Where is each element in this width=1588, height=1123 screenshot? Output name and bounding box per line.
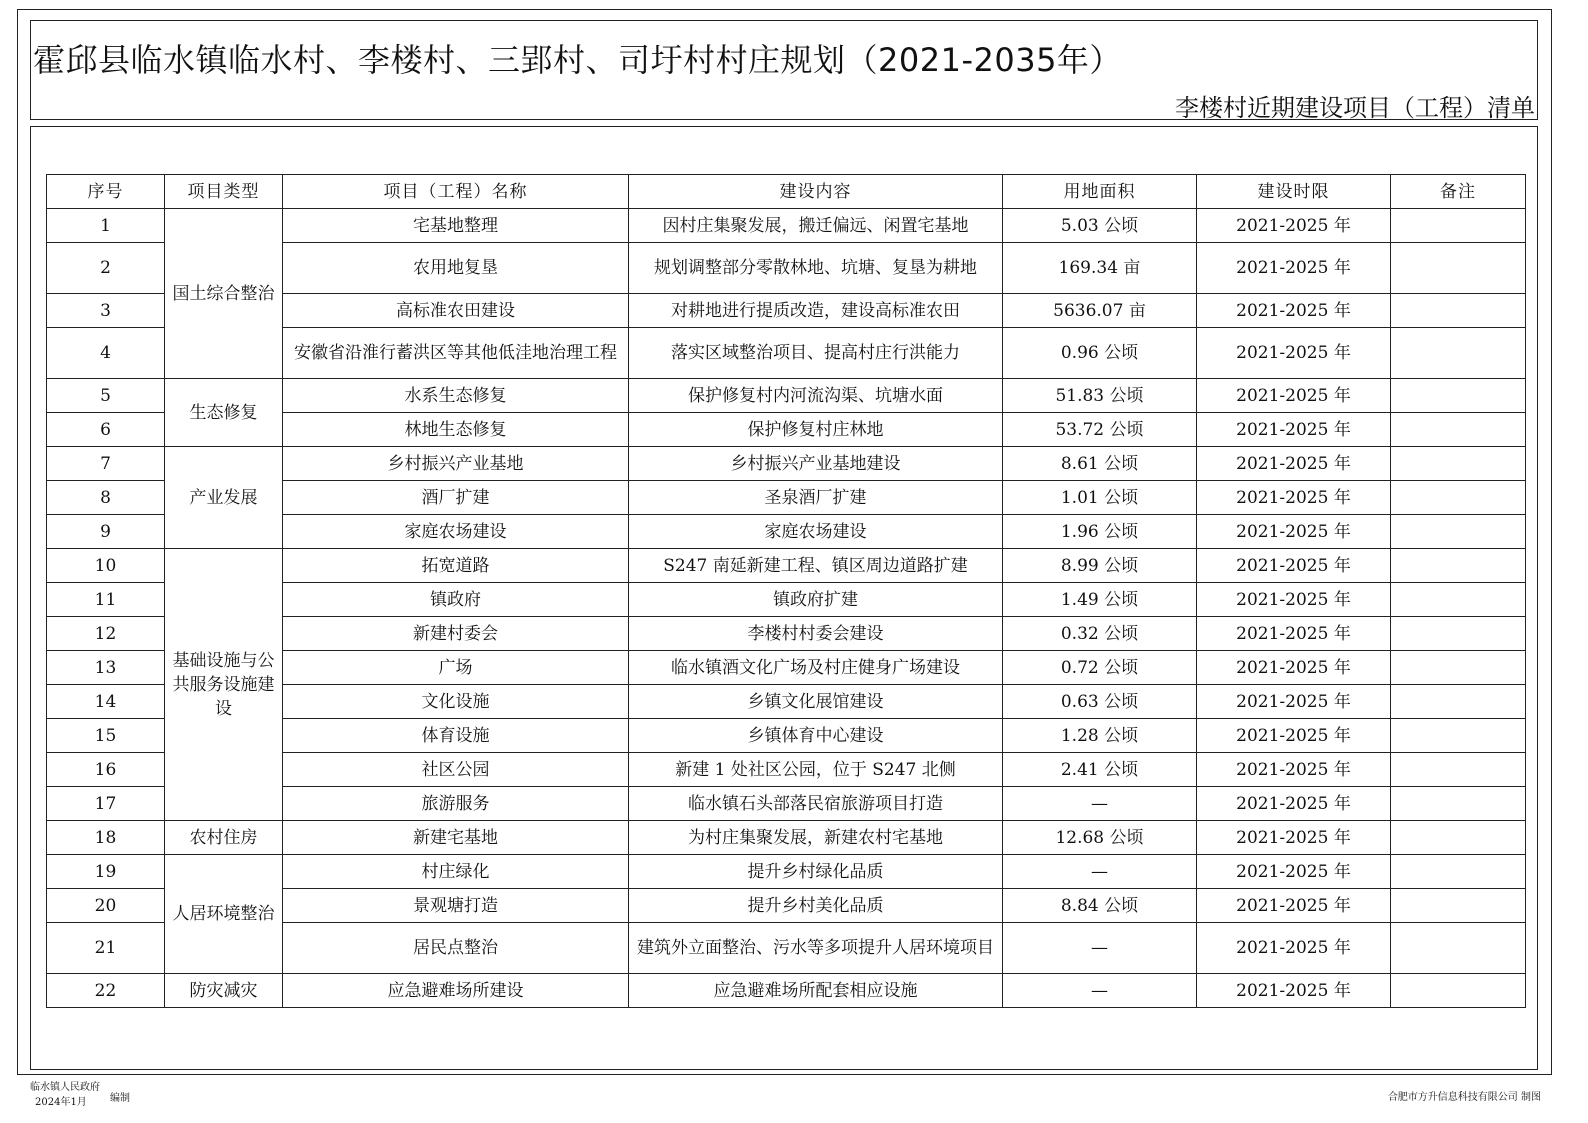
cell-name: 镇政府 [283,583,629,617]
cell-content: 家庭农场建设 [629,515,1003,549]
cell-name: 高标准农田建设 [283,294,629,328]
cell-area: 0.96 公顷 [1003,328,1197,379]
cell-note [1391,549,1526,583]
cell-content: 乡村振兴产业基地建设 [629,447,1003,481]
header-content: 建设内容 [629,175,1003,209]
table-row [47,209,1526,243]
header-area: 用地面积 [1003,175,1197,209]
cell-note [1391,753,1526,787]
table-row [47,549,1526,583]
cell-area: — [1003,787,1197,821]
cell-area: 1.28 公顷 [1003,719,1197,753]
cell-name: 乡村振兴产业基地 [283,447,629,481]
cell-period: 2021-2025 年 [1197,821,1391,855]
cell-period: 2021-2025 年 [1197,855,1391,889]
cell-content: 提升乡村绿化品质 [629,855,1003,889]
cell-content: 落实区域整治项目、提高村庄行洪能力 [629,328,1003,379]
cell-note [1391,379,1526,413]
cell-content: 镇政府扩建 [629,583,1003,617]
cell-type: 防灾减灾 [165,974,283,1008]
cell-content: 李楼村村委会建设 [629,617,1003,651]
cell-content: 乡镇体育中心建设 [629,719,1003,753]
cell-period: 2021-2025 年 [1197,617,1391,651]
cell-period: 2021-2025 年 [1197,787,1391,821]
cell-period: 2021-2025 年 [1197,481,1391,515]
cell-content: 为村庄集聚发展，新建农村宅基地 [629,821,1003,855]
cell-area: 8.84 公顷 [1003,889,1197,923]
cell-no: 17 [47,787,165,821]
cell-note [1391,617,1526,651]
cell-no: 18 [47,821,165,855]
cell-no: 13 [47,651,165,685]
cell-no: 12 [47,617,165,651]
cell-note [1391,294,1526,328]
cell-period: 2021-2025 年 [1197,923,1391,974]
cell-type: 产业发展 [165,447,283,549]
cell-no: 6 [47,413,165,447]
cell-area: 2.41 公顷 [1003,753,1197,787]
footer-date: 2024年1月 [35,1097,87,1108]
cell-no: 14 [47,685,165,719]
cell-type: 人居环境整治 [165,855,283,974]
cell-note [1391,447,1526,481]
cell-period: 2021-2025 年 [1197,413,1391,447]
cell-name: 新建村委会 [283,617,629,651]
cell-no: 16 [47,753,165,787]
cell-name: 农用地复垦 [283,243,629,294]
cell-area: — [1003,923,1197,974]
cell-name: 应急避难场所建设 [283,974,629,1008]
cell-name: 家庭农场建设 [283,515,629,549]
cell-area: 1.49 公顷 [1003,583,1197,617]
cell-name: 酒厂扩建 [283,481,629,515]
cell-name: 社区公园 [283,753,629,787]
cell-content: 新建 1 处社区公园，位于 S247 北侧 [629,753,1003,787]
cell-content: 圣泉酒厂扩建 [629,481,1003,515]
page-subtitle: 李楼村近期建设项目（工程）清单 [1175,94,1535,122]
cell-period: 2021-2025 年 [1197,243,1391,294]
cell-type: 生态修复 [165,379,283,447]
cell-note [1391,209,1526,243]
cell-period: 2021-2025 年 [1197,651,1391,685]
cell-area: 51.83 公顷 [1003,379,1197,413]
cell-period: 2021-2025 年 [1197,974,1391,1008]
cell-area: 0.72 公顷 [1003,651,1197,685]
cell-name: 村庄绿化 [283,855,629,889]
cell-no: 21 [47,923,165,974]
footer-made-label: 编制 [110,1093,130,1104]
cell-type: 农村住房 [165,821,283,855]
header-period: 建设时限 [1197,175,1391,209]
cell-type: 国土综合整治 [165,209,283,379]
cell-no: 4 [47,328,165,379]
cell-note [1391,515,1526,549]
cell-content: 因村庄集聚发展，搬迁偏远、闲置宅基地 [629,209,1003,243]
cell-area: — [1003,974,1197,1008]
table-row [47,821,1526,855]
cell-note [1391,787,1526,821]
cell-content: 乡镇文化展馆建设 [629,685,1003,719]
cell-area: — [1003,855,1197,889]
cell-note [1391,821,1526,855]
cell-note [1391,413,1526,447]
title-block [30,20,1538,120]
cell-no: 7 [47,447,165,481]
cell-note [1391,243,1526,294]
cell-name: 拓宽道路 [283,549,629,583]
cell-period: 2021-2025 年 [1197,379,1391,413]
cell-note [1391,481,1526,515]
cell-content: 规划调整部分零散林地、坑塘、复垦为耕地 [629,243,1003,294]
cell-area: 0.32 公顷 [1003,617,1197,651]
cell-name: 新建宅基地 [283,821,629,855]
cell-period: 2021-2025 年 [1197,549,1391,583]
table-row [47,379,1526,413]
project-table [46,174,1526,1008]
cell-note [1391,651,1526,685]
cell-note [1391,719,1526,753]
cell-note [1391,889,1526,923]
cell-note [1391,328,1526,379]
cell-area: 5636.07 亩 [1003,294,1197,328]
cell-no: 20 [47,889,165,923]
header-type: 项目类型 [165,175,283,209]
cell-type: 基础设施与公共服务设施建设 [165,549,283,821]
page-title: 霍邱县临水镇临水村、李楼村、三郢村、司圩村村庄规划（2021-2035年） [33,41,1122,79]
cell-period: 2021-2025 年 [1197,209,1391,243]
cell-area: 12.68 公顷 [1003,821,1197,855]
cell-note [1391,685,1526,719]
cell-content: 临水镇酒文化广场及村庄健身广场建设 [629,651,1003,685]
cell-no: 1 [47,209,165,243]
cell-content: 建筑外立面整治、污水等多项提升人居环境项目 [629,923,1003,974]
cell-area: 0.63 公顷 [1003,685,1197,719]
cell-name: 林地生态修复 [283,413,629,447]
cell-name: 景观塘打造 [283,889,629,923]
cell-content: 提升乡村美化品质 [629,889,1003,923]
cell-area: 169.34 亩 [1003,243,1197,294]
cell-content: S247 南延新建工程、镇区周边道路扩建 [629,549,1003,583]
cell-no: 9 [47,515,165,549]
cell-no: 22 [47,974,165,1008]
cell-no: 8 [47,481,165,515]
cell-name: 居民点整治 [283,923,629,974]
cell-area: 1.01 公顷 [1003,481,1197,515]
cell-note [1391,583,1526,617]
cell-area: 8.99 公顷 [1003,549,1197,583]
cell-content: 保护修复村内河流沟渠、坑塘水面 [629,379,1003,413]
cell-no: 15 [47,719,165,753]
cell-note [1391,855,1526,889]
cell-no: 19 [47,855,165,889]
cell-area: 1.96 公顷 [1003,515,1197,549]
cell-period: 2021-2025 年 [1197,753,1391,787]
cell-note [1391,974,1526,1008]
cell-no: 10 [47,549,165,583]
table-row [47,855,1526,889]
cell-no: 11 [47,583,165,617]
cell-name: 水系生态修复 [283,379,629,413]
table-row [47,447,1526,481]
footer-issuer [30,1080,100,1110]
table-header-row [47,175,1526,209]
header-name: 项目（工程）名称 [283,175,629,209]
cell-name: 旅游服务 [283,787,629,821]
cell-period: 2021-2025 年 [1197,685,1391,719]
cell-area: 5.03 公顷 [1003,209,1197,243]
footer-company: 合肥市方升信息科技有限公司 制图 [1387,1092,1541,1103]
cell-no: 3 [47,294,165,328]
cell-no: 5 [47,379,165,413]
footer-org: 临水镇人民政府 [30,1082,100,1093]
cell-no: 2 [47,243,165,294]
cell-name: 广场 [283,651,629,685]
cell-area: 8.61 公顷 [1003,447,1197,481]
cell-content: 临水镇石头部落民宿旅游项目打造 [629,787,1003,821]
cell-note [1391,923,1526,974]
header-no: 序号 [47,175,165,209]
cell-name: 体育设施 [283,719,629,753]
cell-content: 应急避难场所配套相应设施 [629,974,1003,1008]
header-note: 备注 [1391,175,1526,209]
cell-name: 宅基地整理 [283,209,629,243]
cell-period: 2021-2025 年 [1197,583,1391,617]
cell-content: 对耕地进行提质改造，建设高标准农田 [629,294,1003,328]
cell-period: 2021-2025 年 [1197,328,1391,379]
table-row [47,974,1526,1008]
cell-area: 53.72 公顷 [1003,413,1197,447]
cell-period: 2021-2025 年 [1197,447,1391,481]
cell-name: 文化设施 [283,685,629,719]
cell-period: 2021-2025 年 [1197,719,1391,753]
cell-content: 保护修复村庄林地 [629,413,1003,447]
cell-period: 2021-2025 年 [1197,889,1391,923]
cell-period: 2021-2025 年 [1197,294,1391,328]
cell-period: 2021-2025 年 [1197,515,1391,549]
cell-name: 安徽省沿淮行蓄洪区等其他低洼地治理工程 [283,328,629,379]
